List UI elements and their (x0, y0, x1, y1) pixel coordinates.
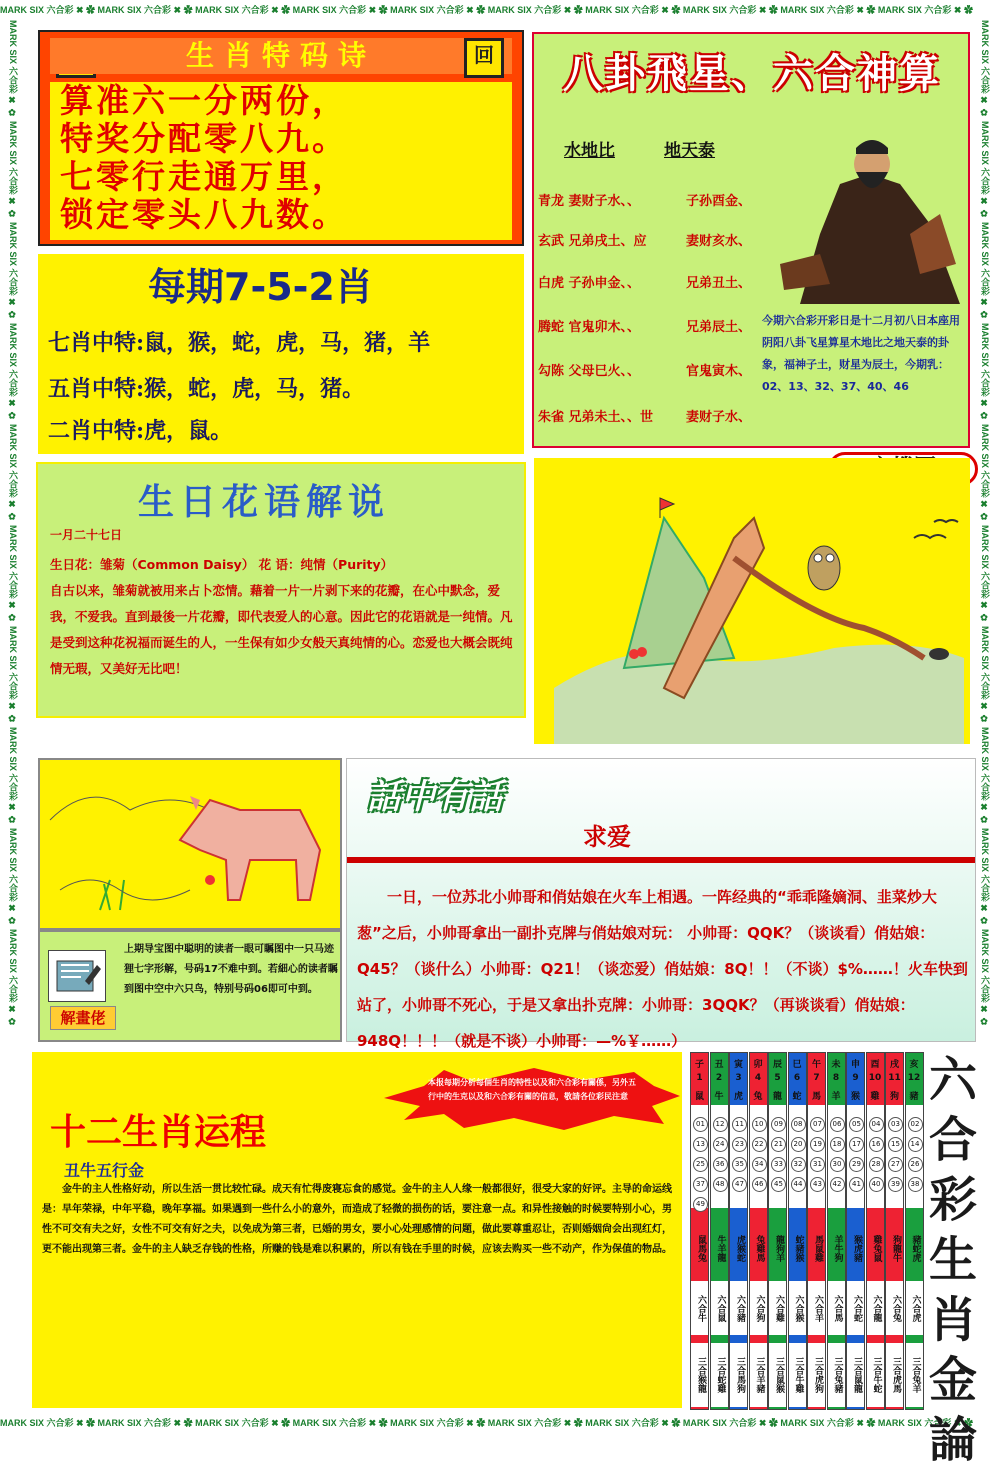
yao-line: 腾蛇 官鬼卯木、、 (538, 320, 641, 335)
table-column (807, 1052, 826, 1410)
number-ball: 05 (849, 1117, 864, 1132)
table-zodiac: 兔 (753, 1092, 763, 1102)
number-ball: 46 (752, 1177, 767, 1192)
number-ball: 48 (713, 1177, 728, 1192)
table-liuhe: 六合蛇 (847, 1281, 864, 1335)
table-number: 7 (813, 1073, 820, 1083)
seven-zodiac-row: 七肖中特:鼠，猴，蛇，虎，马，猪，羊 (48, 330, 431, 356)
every-period-panel (38, 254, 524, 454)
number-ball: 49 (693, 1197, 708, 1212)
bagua-note: 今期六合彩开彩日是十二月初八日本座用阴阳八卦飞星算星木地比之地天泰的卦象，福神子土，财星为辰土，今期乳：02、13、32、37、40、46 (762, 314, 960, 393)
table-column (885, 1052, 904, 1410)
number-ball: 10 (752, 1117, 767, 1132)
table-column (729, 1052, 748, 1410)
poem-line: 算准六一分两份， (60, 81, 348, 120)
table-column (768, 1052, 787, 1410)
yao-line: 青龙 妻财子水、、 (538, 194, 641, 209)
table-sanhe: 三合鼠猴 (769, 1343, 786, 1407)
table-zodiac-group: 雞兔鼠 (871, 1234, 882, 1262)
table-number: 6 (793, 1073, 801, 1083)
table-sanhe: 三合兔羊 (906, 1343, 923, 1407)
poem-title: 生肖特码诗 (50, 38, 512, 74)
table-sanhe: 三合牛雞 (789, 1343, 806, 1407)
table-zodiac-group: 蛇豬猴 (793, 1234, 804, 1262)
table-zodiac-group: 兔雞馬 (754, 1234, 765, 1262)
table-branch: 申 (850, 1060, 860, 1070)
table-zodiac: 狗 (889, 1092, 899, 1102)
zodiac-number-table (690, 1052, 924, 1412)
two-zodiac-row: 二肖中特:虎，鼠。 (48, 418, 233, 444)
number-ball: 32 (791, 1157, 806, 1172)
number-ball: 35 (732, 1157, 747, 1172)
table-column (749, 1052, 768, 1410)
riddle-explainer (38, 930, 342, 1042)
table-number: 5 (774, 1073, 781, 1083)
table-branch: 戌 (889, 1060, 899, 1070)
table-zodiac: 豬 (909, 1092, 919, 1102)
yao-line: 白虎 子孙申金、、 (538, 276, 641, 291)
table-zodiac-group: 猴虎豬 (852, 1234, 862, 1262)
poem-line: 特奖分配零八九。 (60, 119, 348, 158)
number-ball: 01 (693, 1117, 708, 1132)
number-ball: 06 (830, 1117, 845, 1132)
table-sanhe: 三合蛇雞 (711, 1343, 728, 1407)
joke-title: 話中有話 (367, 777, 503, 817)
zodiac-body: 金牛的主人性格好动，所以生活一贯比较忙碌。成天有忙得废寝忘食的感觉。金牛的主人人缘一般都很好，很受大家的好评。主导的命运线是：早年荣禄，中年平稳，晚年享福。如果遇到一些什么小的意外，而造成了轻微的损伤的话，要注意一点。和异性接触的时候要特别小心，男性不可交有夫之好，女性不可交有好之夫，以免成为第三者，已婚的男女，要小心处理感情的问题，做此要尊重忍让，否则婚姻尙会出现红灯，更不能出现第三者。金牛的主人缺乏存钱的性格，所赚的钱是难以积累的，所以有钱在手里的时候，应该去购买一些不动产，作为保值的物品。 (42, 1184, 672, 1255)
table-branch: 寅 (733, 1060, 743, 1070)
table-number: 4 (754, 1073, 762, 1083)
xuanji-picture (534, 458, 970, 744)
number-ball: 39 (888, 1177, 903, 1192)
gua-left-label: 水地比 (564, 141, 615, 161)
table-zodiac: 牛 (714, 1092, 724, 1102)
table-column (846, 1052, 865, 1410)
table-zodiac: 猴 (850, 1092, 860, 1102)
yao-line: 勾陈 父母巳火、、 (538, 364, 641, 379)
table-number: 8 (832, 1073, 840, 1083)
table-branch: 巳 (792, 1060, 802, 1070)
table-zodiac: 虎 (733, 1092, 743, 1102)
number-ball: 16 (869, 1137, 884, 1152)
number-ball: 31 (810, 1157, 825, 1172)
number-ball: 08 (791, 1117, 806, 1132)
yao-line-right: 兄弟辰土、 (686, 320, 752, 335)
table-zodiac: 蛇 (792, 1092, 802, 1102)
number-ball: 36 (713, 1157, 728, 1172)
number-ball: 21 (771, 1137, 786, 1152)
table-zodiac-group: 鼠馬兔 (696, 1234, 706, 1262)
number-ball: 19 (810, 1137, 825, 1152)
table-zodiac: 羊 (831, 1092, 841, 1102)
table-liuhe: 六合狗 (750, 1281, 767, 1335)
table-zodiac: 龍 (772, 1092, 782, 1102)
number-ball: 37 (693, 1177, 708, 1192)
number-ball: 11 (732, 1117, 747, 1132)
number-ball: 47 (732, 1177, 747, 1192)
table-sanhe: 三合虎狗 (808, 1343, 825, 1407)
bagua-panel (532, 32, 970, 448)
table-liuhe: 六合兔 (886, 1281, 903, 1335)
bagua-title: 八卦飛星、六合神算 (563, 50, 941, 97)
table-zodiac: 鼠 (694, 1092, 704, 1102)
right-border-strip: MARK SIX 六合彩 ✖ ✿ MARK SIX 六合彩 ✖ ✿ MARK SIX 六合彩 ✖ ✿ MARK SIX 六合彩 ✖ ✿ MARK SIX 六合彩 ✖ ✿ MARK SIX 六合彩 ✖ ✿ MARK SIX 六合彩 ✖ ✿ MARK SIX 六合彩 ✖ ✿ MARK SIX 六合彩 ✖ ✿ MARK SIX 六合彩 ✖ ✿ (980, 20, 990, 1028)
table-liuhe: 六合豬 (730, 1281, 747, 1335)
table-zodiac-group: 豬蛇虎 (910, 1234, 921, 1262)
number-ball: 26 (908, 1157, 923, 1172)
number-ball: 38 (908, 1177, 923, 1192)
joke-panel (346, 758, 976, 1050)
zodiac-poem-panel (38, 30, 524, 246)
yao-line-right: 子孙酉金、 (686, 194, 752, 209)
joke-subtitle: 求爱 (583, 823, 631, 851)
book-icon (48, 950, 106, 1002)
zodiac-subtitle: 丑牛五行金 (64, 1161, 145, 1180)
table-number: 9 (852, 1073, 859, 1083)
gua-right-label: 地天泰 (664, 141, 715, 161)
yao-line-right: 妻财子水、 (686, 410, 752, 425)
table-zodiac-group: 龍狗羊 (774, 1234, 784, 1262)
number-ball: 33 (771, 1157, 786, 1172)
number-ball: 28 (869, 1157, 884, 1172)
table-number: 12 (907, 1073, 921, 1083)
number-ball: 30 (830, 1157, 845, 1172)
yao-line-right: 官鬼寅木、 (686, 364, 752, 379)
number-ball: 45 (771, 1177, 786, 1192)
riddle-text: 上期导宝图中聪明的读者一眼可瞩图中一只马迹狸七字形解，号码17不难中到。若細心的读者瞩到图中空中六只鸟，特别号码06即可中到。 (124, 944, 338, 995)
flower-text: 自古以来，雏菊就被用来占卜恋情。藉着一片一片剥下来的花瓣，在心中默念，爱我，不爱我。直到最後一片花瓣，即代表爱人的心意。因此它的花语就是一纯情。凡是受到这种花祝福而诞生的人，一生保有如少女般天真纯情的心。恋爱也大概会既纯情无瑕，又美好无比吧！ (50, 583, 513, 676)
table-number: 11 (888, 1073, 901, 1083)
table-number: 2 (715, 1073, 723, 1083)
table-branch: 丑 (714, 1060, 724, 1070)
yao-line-right: 兄弟丑土、 (686, 276, 752, 291)
table-liuhe: 六合馬 (828, 1281, 845, 1335)
poem-line: 七零行走通万里， (60, 157, 348, 196)
number-ball: 40 (869, 1177, 884, 1192)
flower-body (50, 552, 518, 682)
number-ball: 44 (791, 1177, 806, 1192)
flower-title: 生日花语解说 (138, 481, 391, 523)
bottom-border-strip: MARK SIX 六合彩 ✖ ✿ MARK SIX 六合彩 ✖ ✿ MARK SIX 六合彩 ✖ ✿ MARK SIX 六合彩 ✖ ✿ MARK SIX 六合彩 ✖ ✿ MARK SIX 六合彩 ✖ ✿ MARK SIX 六合彩 ✖ ✿ MARK SIX 六合彩 ✖ ✿ MARK SIX 六合彩 ✖ ✿ MARK SIX 六合彩 ✖ ✿ (0, 1418, 973, 1428)
poem-body (50, 82, 512, 240)
yao-line: 玄武 兄弟戌土、应 (538, 234, 647, 249)
table-liuhe: 六合牛 (691, 1281, 708, 1335)
number-ball: 43 (810, 1177, 825, 1192)
table-zodiac-group: 虎猴蛇 (735, 1234, 745, 1262)
number-ball: 07 (810, 1117, 825, 1132)
table-zodiac-group: 牛羊龍 (715, 1234, 726, 1262)
table-sanhe: 三合馬狗 (730, 1343, 747, 1407)
birthday-flower-panel (36, 462, 526, 718)
table-number: 3 (735, 1073, 742, 1083)
flower-line1: 生日花：雏菊（Common Daisy） 花 语：纯情（Purity） (50, 557, 394, 572)
zodiac-title: 十二生肖运程 (50, 1111, 267, 1153)
number-ball: 29 (849, 1157, 864, 1172)
number-ball: 17 (849, 1137, 864, 1152)
table-zodiac-group: 馬鼠雞 (813, 1234, 823, 1262)
table-number: 1 (696, 1073, 703, 1083)
poem-line: 锁定零头八九数。 (60, 195, 348, 234)
five-zodiac-row: 五肖中特:猴，蛇，虎，马，猪。 (48, 376, 365, 402)
top-border-strip: MARK SIX 六合彩 ✖ ✿ MARK SIX 六合彩 ✖ ✿ MARK SIX 六合彩 ✖ ✿ MARK SIX 六合彩 ✖ ✿ MARK SIX 六合彩 ✖ ✿ MARK SIX 六合彩 ✖ ✿ MARK SIX 六合彩 ✖ ✿ MARK SIX 六合彩 ✖ ✿ MARK SIX 六合彩 ✖ ✿ MARK SIX 六合彩 ✖ ✿ (0, 5, 973, 15)
number-ball: 18 (830, 1137, 845, 1152)
number-ball: 15 (888, 1137, 903, 1152)
number-ball: 23 (732, 1137, 747, 1152)
riddle-label: 解畫佬 (50, 1006, 116, 1030)
table-branch: 卯 (753, 1060, 763, 1070)
table-branch: 辰 (772, 1060, 782, 1070)
table-sanhe: 三合虎馬 (886, 1343, 903, 1407)
vertical-title: 六合彩生肖金論 (928, 1052, 977, 1468)
number-ball: 09 (771, 1117, 786, 1132)
table-branch: 子 (694, 1060, 704, 1070)
yao-line: 朱雀 兄弟未土、、世 (538, 410, 654, 425)
number-ball: 34 (752, 1157, 767, 1172)
table-column (866, 1052, 885, 1410)
table-zodiac: 雞 (870, 1092, 880, 1102)
number-ball: 02 (908, 1117, 923, 1132)
table-liuhe: 六合虎 (906, 1281, 923, 1335)
table-column (690, 1052, 709, 1410)
every-period-title: 每期7-5-2肖 (148, 265, 373, 309)
number-ball: 14 (908, 1137, 923, 1152)
number-ball: 42 (830, 1177, 845, 1192)
table-sanhe: 三合牛蛇 (867, 1343, 884, 1407)
horse-illustration (40, 760, 340, 928)
table-branch: 酉 (870, 1060, 880, 1070)
table-zodiac-group: 狗龍牛 (891, 1234, 901, 1262)
table-number: 10 (868, 1073, 882, 1083)
flower-date: 一月二十七日 (50, 528, 123, 542)
horse-picture (38, 758, 342, 930)
table-zodiac-group: 羊牛狗 (832, 1234, 843, 1262)
table-branch: 未 (831, 1060, 841, 1070)
table-zodiac: 馬 (811, 1092, 821, 1102)
table-liuhe: 六合雞 (769, 1281, 786, 1335)
left-border-strip: MARK SIX 六合彩 ✖ ✿ MARK SIX 六合彩 ✖ ✿ MARK SIX 六合彩 ✖ ✿ MARK SIX 六合彩 ✖ ✿ MARK SIX 六合彩 ✖ ✿ MARK SIX 六合彩 ✖ ✿ MARK SIX 六合彩 ✖ ✿ MARK SIX 六合彩 ✖ ✿ MARK SIX 六合彩 ✖ ✿ MARK SIX 六合彩 ✖ ✿ (8, 20, 18, 1028)
table-column (710, 1052, 729, 1410)
table-column (905, 1052, 924, 1410)
number-ball: 20 (791, 1137, 806, 1152)
starburst-note (384, 1068, 680, 1130)
sage-illustration (760, 114, 968, 304)
table-sanhe: 三合鼠龍 (847, 1343, 864, 1407)
joke-text: 一日，一位苏北小帅哥和俏姑娘在火车上相遇。一阵经典的“乖乖隆嫡洞、韭菜炒大葱”之后，小帅哥拿出一副扑克牌与俏姑娘对玩： 小帅哥：QQK？（谈谈看）俏姑娘：Q45？（谈什么）小帅哥：Q21！（谈恋爱）俏姑娘：8Q！！（不谈）$%……！火车快到站了，小帅哥不死心，于是又拿出扑克牌：小帅哥：3QQK？（再谈谈看）俏姑娘：948Q！！！（就是不谈）小帅哥：—%￥……） (357, 888, 968, 1050)
starburst-text: 本报每期分析每個生肖的特性以及和六合彩有關係，另外五行中的生克以及和六合彩有關的信息，敬請各位彩民注意 (428, 1078, 636, 1101)
number-ball: 25 (693, 1157, 708, 1172)
table-branch: 午 (811, 1060, 821, 1070)
table-sanhe: 三合兔豬 (828, 1343, 845, 1407)
yao-line-right: 妻财亥水、 (686, 234, 752, 249)
number-ball: 22 (752, 1137, 767, 1152)
table-liuhe: 六合鼠 (711, 1281, 728, 1335)
table-liuhe: 六合龍 (867, 1281, 884, 1335)
owl-tree-illustration (534, 458, 970, 744)
table-column (827, 1052, 846, 1410)
seal-icon-right: 回 (464, 38, 504, 78)
number-ball: 41 (849, 1177, 864, 1192)
number-ball: 12 (713, 1117, 728, 1132)
table-sanhe: 三合羊豬 (750, 1343, 767, 1407)
number-ball: 13 (693, 1137, 708, 1152)
table-liuhe: 六合猴 (789, 1281, 806, 1335)
table-liuhe: 六合羊 (808, 1281, 825, 1335)
table-sanhe: 三合猴龍 (691, 1343, 708, 1407)
number-ball: 27 (888, 1157, 903, 1172)
number-ball: 04 (869, 1117, 884, 1132)
number-ball: 24 (713, 1137, 728, 1152)
table-column (788, 1052, 807, 1410)
table-branch: 亥 (909, 1060, 919, 1070)
divider (347, 857, 975, 863)
number-ball: 03 (888, 1117, 903, 1132)
